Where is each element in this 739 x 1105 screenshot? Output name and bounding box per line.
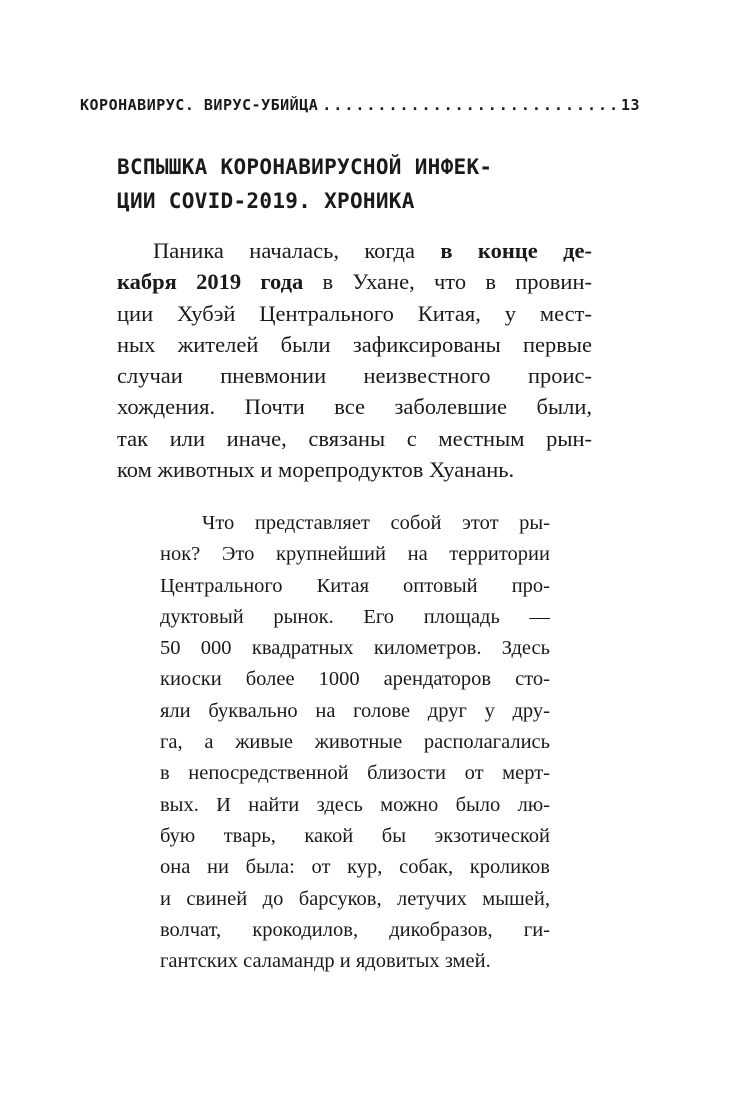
inset-paragraph-line: вых. И найти здесь можно было лю- (160, 793, 550, 816)
main-paragraph-text: Паника началась, когда (153, 238, 441, 263)
main-paragraph-line: случаи пневмонии неизвестного проис- (117, 363, 592, 389)
inset-paragraph-line: 50 000 квадратных километров. Здесь (160, 637, 550, 660)
main-paragraph-line: ных жителей были зафиксированы первые (117, 331, 592, 357)
section-title (117, 150, 597, 218)
page-number: 13 (620, 96, 640, 114)
inset-paragraph-line: и свиней до барсуков, летучих мышей, (160, 887, 550, 910)
main-paragraph-line: ции Хубэй Центрального Китая, у мест- (117, 300, 592, 326)
running-head (80, 96, 640, 114)
running-head-title: КОРОНАВИРУС. ВИРУС-УБИЙЦА (80, 96, 319, 114)
main-paragraph-line (117, 235, 592, 266)
inset-paragraph-line: дуктовый рынок. Его площадь — (160, 605, 550, 628)
inset-paragraph-line: в непосредственной близости от мерт- (160, 762, 550, 785)
main-paragraph-line (117, 266, 592, 297)
main-paragraph-bold-text: кабря 2019 года (117, 269, 304, 295)
inset-paragraph-line: Центрального Китая оптовый про- (160, 574, 550, 597)
section-title-line-1: ВСПЫШКА КОРОНАВИРУСНОЙ ИНФЕК- (117, 155, 493, 179)
section-title-line-2: ЦИИ COVID-2019. ХРОНИКА (117, 189, 415, 213)
main-paragraph-text: в Ухане, что в провин- (303, 269, 592, 295)
inset-paragraph-line: Что представляет собой этот ры- (202, 512, 550, 534)
main-paragraph-line: ком животных и морепродуктов Хуанань. (117, 457, 515, 483)
main-paragraph-line: так или иначе, связаны с местным рын- (117, 425, 592, 451)
main-paragraph-bold-text: в конце де- (440, 238, 592, 263)
inset-paragraph-line: га, а живые животные располагались (160, 731, 550, 754)
inset-paragraph-line: нок? Это крупнейший на территории (160, 543, 550, 566)
running-head-leader-dots (322, 96, 617, 114)
inset-paragraph-line: киоски более 1000 арендаторов сто- (160, 668, 550, 691)
inset-paragraph-line: она ни была: от кур, собак, кроликов (160, 856, 550, 879)
inset-paragraph-line: бую тварь, какой бы экзотической (160, 824, 550, 847)
main-paragraph (117, 235, 592, 485)
inset-paragraph (160, 508, 550, 977)
inset-paragraph-line: гантских саламандр и ядовитых змей. (160, 950, 491, 973)
inset-paragraph-line: волчат, крокодилов, дикобразов, ги- (160, 918, 550, 941)
inset-paragraph-line: яли буквально на голове друг у дру- (160, 699, 550, 722)
main-paragraph-line: хождения. Почти все заболевшие были, (117, 394, 592, 420)
